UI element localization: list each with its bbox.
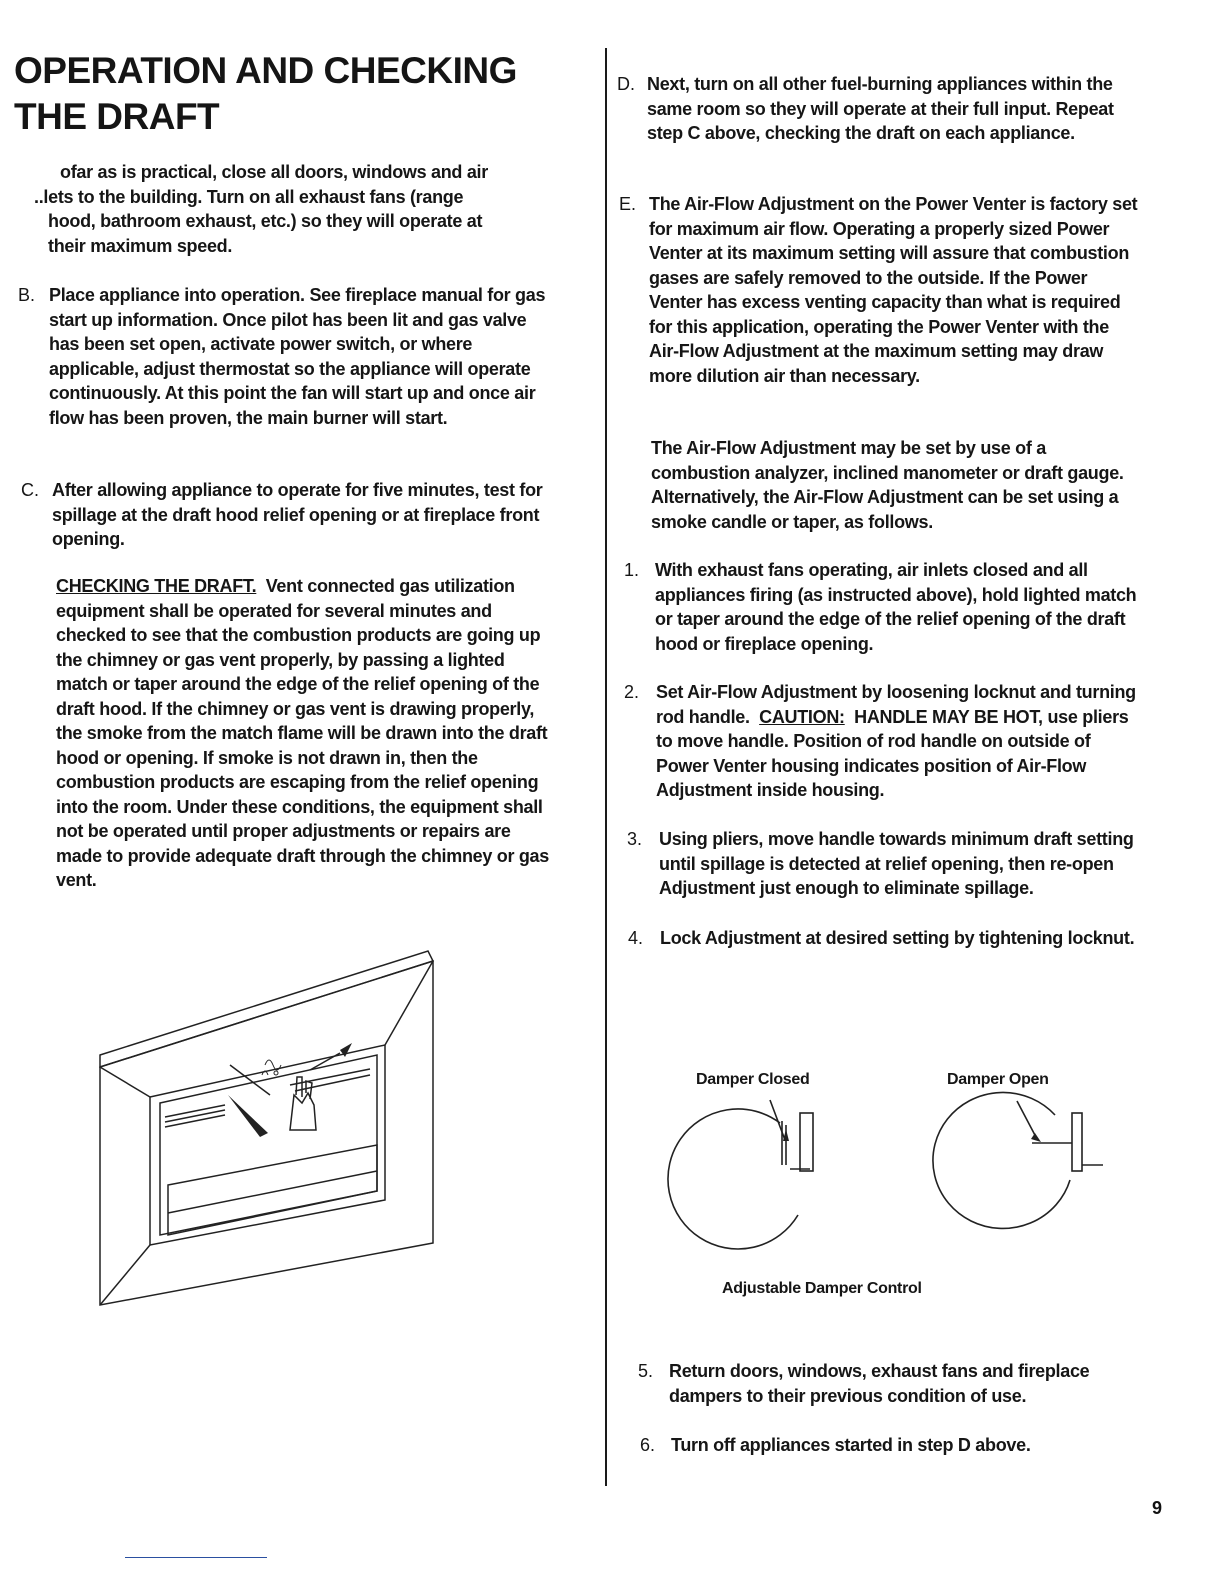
step-c-label: C. (21, 480, 39, 500)
step-a (34, 160, 548, 258)
page-title (14, 48, 574, 140)
title-line-1: OPERATION AND CHECKING (14, 50, 517, 91)
damper-caption: Adjustable Damper Control (722, 1280, 922, 1297)
step-2-pre: Set Air-Flow Adjustment by loosening locknut and turning rod handle. (656, 682, 1136, 727)
damper-closed-label: Damper Closed (696, 1071, 810, 1088)
step-4-label: 4. (628, 928, 644, 948)
fireplace-illustration (90, 945, 440, 1310)
checking-draft-text: Vent connected gas utilization equipment shall be operated for several minutes and checked to see that the combustion products are going up the chimney or gas vent properly, by passing a lighted match or taper around the edge of the relief opening of the draft hood. If the chimney or gas vent is drawing properly, the smoke from the match flame will be drawn into the draft hood or opening. If smoke is not drawn in, then the combustion products are escaping from the relief opening into the room. Under these conditions, the equipment shall not be operated until proper adjustments or repairs are made to provide adequate draft through the chimney or gas vent. (56, 576, 549, 890)
step-b-label: B. (18, 285, 36, 305)
damper-open-diagram (925, 1095, 1110, 1245)
step-e-text: The Air-Flow Adjustment on the Power Venter is factory set for maximum air flow. Operating a properly sized Power Venter at its maximum setting will assure that combustion gases are safely removed to the outside. If the Power Venter has excess venting capacity than what is required for this application, operating the Power Venter with the Air-Flow Adjustment at the maximum setting may draw more dilution air than necessary. (649, 194, 1138, 386)
column-divider (605, 48, 607, 1486)
checking-draft-heading: CHECKING THE DRAFT. (56, 576, 257, 596)
step-6-label: 6. (640, 1435, 656, 1455)
damper-closed-diagram (660, 1095, 830, 1245)
footer-rule (125, 1557, 267, 1558)
page-number: 9 (1152, 1498, 1163, 1518)
step-b-text: Place appliance into operation. See fireplace manual for gas start up information. Once pilot has been lit and gas valve has been set open, activate power switch, or where applicable, adjust thermostat so the appliance will operate continuously. At this point the fan will start up and once air flow has been proven, the main burner will start. (49, 285, 546, 428)
step-a-line-3: hood, bathroom exhaust, etc.) so they will operate at (48, 211, 483, 231)
checking-draft (56, 574, 552, 893)
step-d-text: Next, turn on all other fuel-burning appliances within the same room so they will operate at their full input. Repeat step C above, checking the draft on each appliance. (647, 74, 1114, 143)
step-d-label: D. (617, 74, 635, 94)
caution-label: CAUTION: (759, 706, 845, 727)
step-a-line-1: ofar as is practical, close all doors, windows and air (60, 162, 488, 182)
step-2-text (656, 680, 1146, 803)
step-2-label: 2. (624, 682, 640, 702)
step-a-line-4: their maximum speed. (48, 235, 233, 256)
step-a-line-2: ..lets to the building. Turn on all exhaust fans (range (34, 186, 464, 207)
step-3-text: Using pliers, move handle towards minimum draft setting until spillage is detected at relief opening, then re-open Adjustment just enough to eliminate spillage. (659, 829, 1134, 898)
step-e-label: E. (619, 194, 637, 214)
step-5-label: 5. (638, 1361, 654, 1381)
damper-open-label: Damper Open (947, 1071, 1049, 1088)
step-e-text-2: The Air-Flow Adjustment may be set by use of a combustion analyzer, inclined manometer or draft gauge. Alternatively, the Air-Flow Adjustment can be set using a smoke candle or taper, as follows. (651, 438, 1124, 532)
step-1-label: 1. (624, 560, 640, 580)
step-6-text: Turn off appliances started in step D above. (671, 1435, 1031, 1455)
step-1-text: With exhaust fans operating, air inlets closed and all appliances firing (as instructed above), hold lighted match or taper around the edge of the relief opening of the draft hood or fireplace opening. (655, 560, 1137, 654)
step-3-label: 3. (627, 829, 643, 849)
step-4-text: Lock Adjustment at desired setting by tightening locknut. (660, 928, 1135, 948)
title-line-2: THE DRAFT (14, 96, 220, 137)
step-5-text: Return doors, windows, exhaust fans and fireplace dampers to their previous condition of use. (669, 1361, 1090, 1406)
step-c-text: After allowing appliance to operate for five minutes, test for spillage at the draft hood relief opening or at fireplace front opening. (52, 480, 543, 549)
step-2-post: HANDLE MAY BE HOT, use pliers to move handle. Position of rod handle on outside of Power Venter housing indicates position of Air-Flow Adjustment inside housing. (656, 706, 1129, 800)
